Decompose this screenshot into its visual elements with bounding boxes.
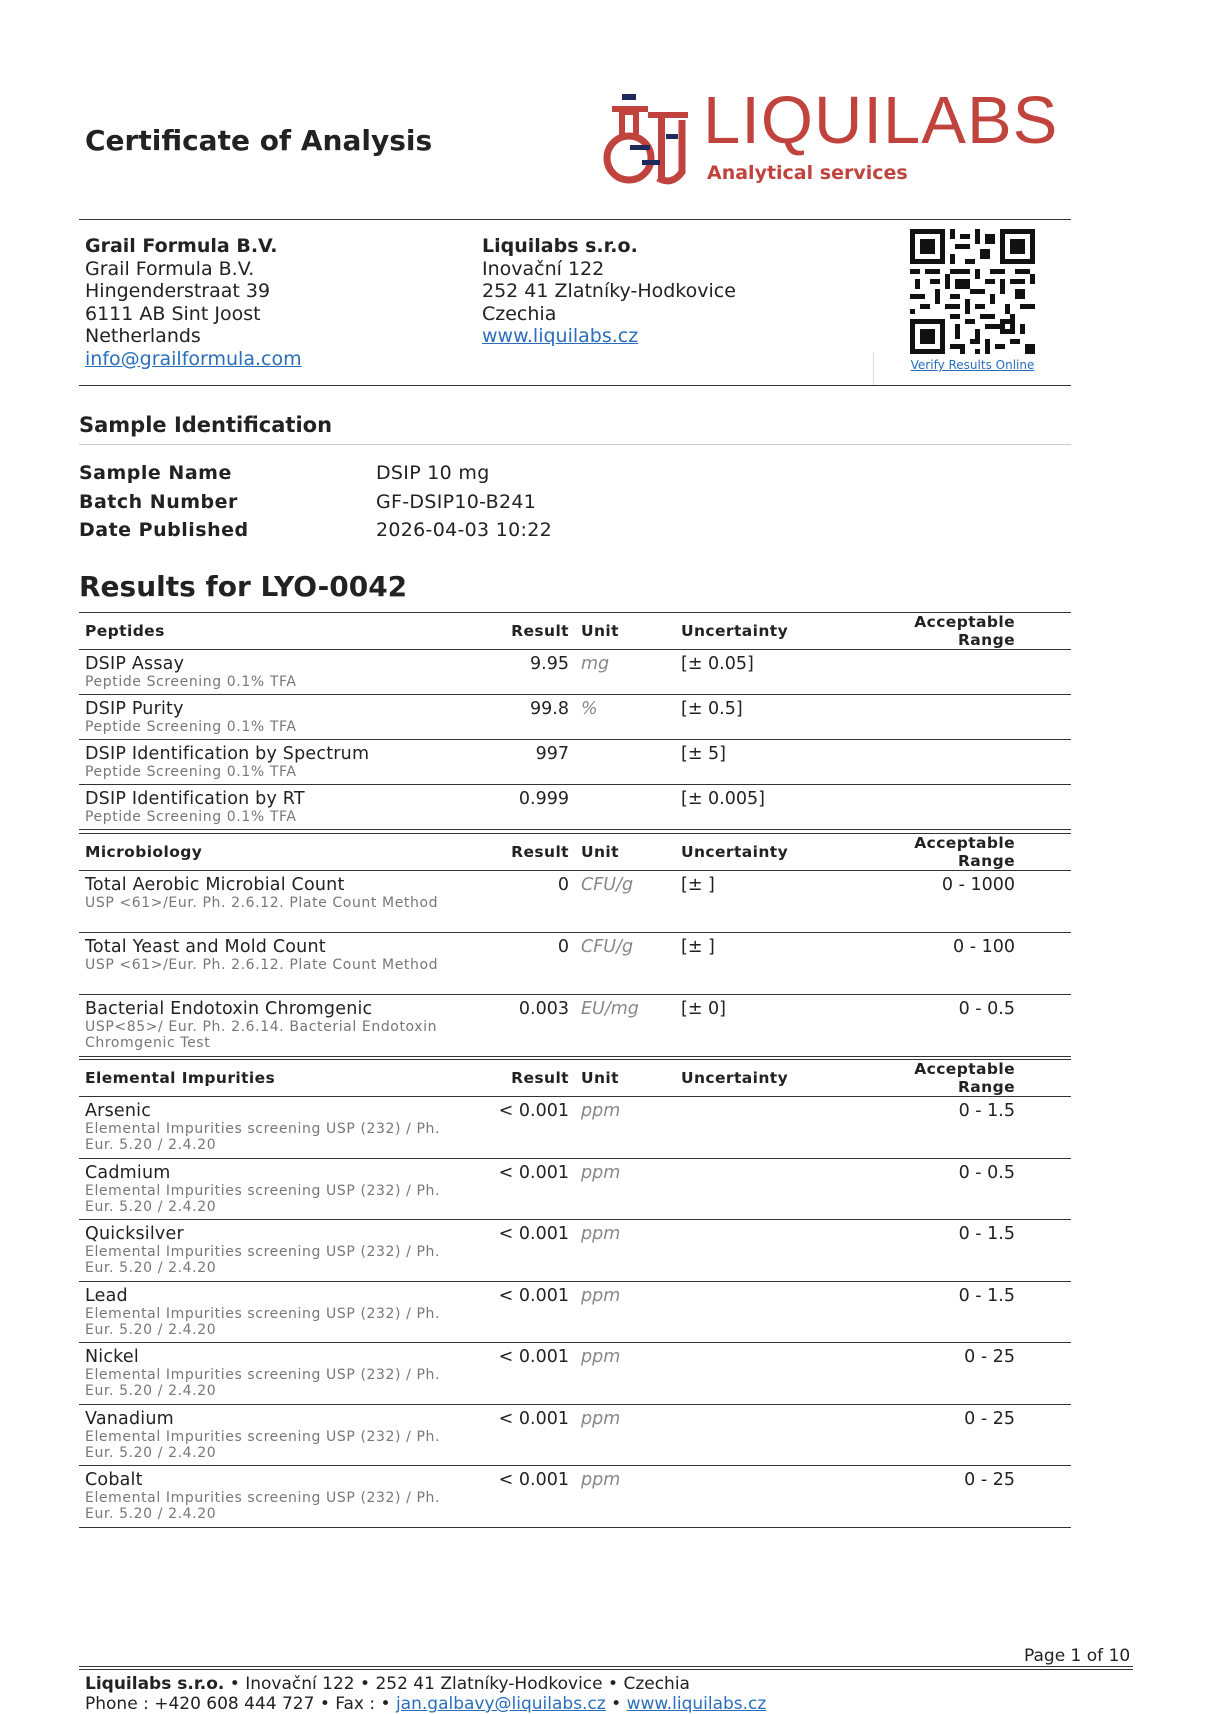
test-name: DSIP Assay (85, 654, 185, 674)
unit-value: EU/mg (581, 999, 639, 1019)
uncertainty-header: Uncertainty (675, 613, 860, 650)
uncertainty-value: [± 0.5] (681, 699, 743, 719)
unit-value: ppm (581, 1285, 621, 1306)
result-value: 997 (535, 744, 569, 764)
unit-value: % (581, 699, 598, 719)
id-value: GF-DSIP10-B241 (376, 490, 537, 513)
range-value: 0 - 1000 (941, 875, 1015, 895)
result-value: < 0.001 (498, 1101, 569, 1121)
test-method: USP <61>/Eur. Ph. 2.6.12. Plate Count Method (85, 957, 439, 973)
table-row (79, 1220, 1071, 1282)
test-name: Total Yeast and Mold Count (85, 937, 326, 957)
test-name: Nickel (85, 1347, 139, 1367)
test-method: Elemental Impurities screening USP (232) / Ph. Eur. 5.20 / 2.4.20 (85, 1121, 441, 1153)
table-row (79, 871, 1071, 933)
range-value: 0 - 1.5 (958, 1224, 1015, 1244)
peptides-table (79, 612, 1071, 830)
client-address (85, 235, 302, 370)
unit-value: ppm (581, 1101, 621, 1121)
table-row (79, 1343, 1071, 1405)
test-method: Elemental Impurities screening USP (232) / Ph. Eur. 5.20 / 2.4.20 (85, 1244, 441, 1276)
test-method: USP <61>/Eur. Ph. 2.6.12. Plate Count Method (85, 895, 439, 911)
lab-address (482, 235, 736, 348)
id-label: Batch Number (79, 490, 238, 513)
sample-name-row (79, 462, 552, 491)
elemental-impurities-table (79, 1059, 1071, 1528)
qr-separator (873, 352, 874, 385)
client-line: Hingenderstraat 39 (85, 280, 271, 302)
range-value: 0 - 25 (964, 1470, 1015, 1490)
result-value: 0 (557, 937, 569, 957)
range-header: Acceptable Range (860, 834, 1071, 871)
result-value: 9.95 (530, 654, 569, 674)
footer-divider (79, 1666, 1133, 1667)
result-header: Result (479, 1060, 575, 1097)
test-name: Quicksilver (85, 1224, 184, 1244)
certificate-title: Certificate of Analysis (85, 124, 433, 157)
unit-value: ppm (581, 1408, 621, 1429)
footer-website-link[interactable]: www.liquilabs.cz (626, 1694, 767, 1714)
test-method: Peptide Screening 0.1% TFA (85, 674, 297, 690)
footer-separator: • (605, 1694, 627, 1714)
table-row (79, 1466, 1071, 1528)
test-method: Elemental Impurities screening USP (232) / Ph. Eur. 5.20 / 2.4.20 (85, 1182, 441, 1215)
unit-value: ppm (581, 1224, 621, 1244)
unit-value: ppm (581, 1162, 621, 1183)
group-header: Elemental Impurities (79, 1060, 479, 1097)
test-method: Elemental Impurities screening USP (232) / Ph. Eur. 5.20 / 2.4.20 (85, 1305, 441, 1338)
unit-header: Unit (575, 613, 675, 650)
result-value: < 0.001 (498, 1470, 569, 1490)
client-line: Netherlands (85, 325, 201, 347)
uncertainty-value: [± 5] (681, 744, 727, 764)
client-email-link[interactable]: info@grailformula.com (85, 347, 302, 370)
range-value: 0 - 0.5 (958, 999, 1015, 1019)
date-published-row (79, 519, 552, 548)
id-value: DSIP 10 mg (376, 462, 490, 484)
results-title: Results for LYO-0042 (79, 570, 408, 603)
uncertainty-value: [± 0] (681, 999, 727, 1019)
table-row (79, 933, 1071, 995)
unit-value: ppm (581, 1347, 621, 1367)
result-value: 99.8 (530, 699, 569, 719)
test-name: Cobalt (85, 1470, 143, 1490)
footer-contact: Phone : +420 608 444 727 • Fax : • (85, 1694, 396, 1714)
range-header: Acceptable Range (860, 1060, 1071, 1097)
result-value: < 0.001 (498, 1285, 569, 1306)
uncertainty-header: Uncertainty (675, 1060, 860, 1097)
footer-company: Liquilabs s.r.o. (85, 1674, 225, 1694)
test-method: Peptide Screening 0.1% TFA (85, 809, 297, 825)
test-method: Elemental Impurities screening USP (232) / Ph. Eur. 5.20 / 2.4.20 (85, 1490, 441, 1522)
unit-value: mg (581, 654, 610, 674)
test-name: DSIP Identification by RT (85, 789, 305, 809)
range-value: 0 - 1.5 (958, 1285, 1015, 1306)
id-value: 2026-04-03 10:22 (376, 519, 553, 541)
footer-contact-line (85, 1694, 766, 1714)
test-name: Lead (85, 1285, 128, 1306)
range-value: 0 - 0.5 (958, 1162, 1015, 1183)
id-label: Date Published (79, 519, 249, 541)
test-name: Vanadium (85, 1408, 174, 1429)
table-row (79, 740, 1071, 785)
uncertainty-value: [± ] (681, 937, 715, 957)
test-name: Total Aerobic Microbial Count (85, 875, 345, 895)
flask-logo-icon (600, 90, 695, 190)
footer-address: • Inovační 122 • 252 41 Zlatníky-Hodkovice • Czechia (224, 1674, 690, 1694)
id-label: Sample Name (79, 462, 232, 484)
address-divider (79, 385, 1071, 386)
unit-header: Unit (575, 1060, 675, 1097)
logo-wordmark: LIQUILABS (703, 83, 1059, 158)
table-row (79, 650, 1071, 695)
test-method: Elemental Impurities screening USP (232) / Ph. Eur. 5.20 / 2.4.20 (85, 1428, 441, 1461)
test-method: Elemental Impurities screening USP (232) / Ph. Eur. 5.20 / 2.4.20 (85, 1367, 441, 1399)
client-line: Grail Formula B.V. (85, 257, 255, 280)
test-method: USP<85>/ Eur. Ph. 2.6.14. Bacterial Endotoxin Chromgenic Test (85, 1019, 438, 1051)
liquilabs-logo (600, 83, 1075, 190)
sample-section-title: Sample Identification (79, 413, 333, 437)
footer (85, 1674, 766, 1714)
lab-name: Liquilabs s.r.o. (482, 235, 638, 257)
unit-header: Unit (575, 834, 675, 871)
test-name: DSIP Purity (85, 699, 184, 719)
uncertainty-value: [± 0.05] (681, 654, 754, 674)
unit-value: ppm (581, 1470, 621, 1490)
footer-divider (79, 1669, 1133, 1670)
lab-line: Inovační 122 (482, 257, 605, 280)
group-header: Peptides (79, 613, 479, 650)
result-value: 0.999 (518, 789, 569, 809)
result-value: < 0.001 (498, 1224, 569, 1244)
page-number: Page 1 of 10 (1024, 1646, 1131, 1666)
test-method: Peptide Screening 0.1% TFA (85, 719, 297, 735)
microbiology-table (79, 833, 1071, 1057)
table-row (79, 1404, 1071, 1466)
uncertainty-value: [± ] (681, 875, 715, 895)
uncertainty-header: Uncertainty (675, 834, 860, 871)
unit-value: CFU/g (581, 875, 634, 895)
table-row (79, 785, 1071, 830)
result-header: Result (479, 613, 575, 650)
table-row (79, 1281, 1071, 1343)
qr-code-icon[interactable] (910, 229, 1035, 354)
table-row (79, 995, 1071, 1057)
table-row (79, 1097, 1071, 1159)
logo-subtitle: Analytical services (707, 162, 908, 184)
result-value: < 0.001 (498, 1408, 569, 1429)
footer-email-link[interactable]: jan.galbavy@liquilabs.cz (395, 1694, 606, 1714)
result-header: Result (479, 834, 575, 871)
batch-number-row (79, 491, 552, 520)
lab-line: 252 41 Zlatníky-Hodkovice (482, 280, 736, 302)
result-value: < 0.001 (498, 1162, 569, 1183)
test-name: DSIP Identification by Spectrum (85, 744, 370, 764)
range-value: 0 - 1.5 (958, 1101, 1015, 1121)
unit-value: CFU/g (581, 937, 634, 957)
header-divider (79, 219, 1071, 220)
table-row (79, 695, 1071, 740)
test-method: Peptide Screening 0.1% TFA (85, 764, 297, 780)
table-row (79, 1158, 1071, 1220)
test-name: Bacterial Endotoxin Chromgenic (85, 999, 373, 1019)
range-value: 0 - 25 (964, 1347, 1015, 1367)
test-name: Arsenic (85, 1101, 152, 1121)
range-header: Acceptable Range (860, 613, 1071, 650)
result-value: < 0.001 (498, 1347, 569, 1367)
footer-address-line (85, 1674, 766, 1694)
verify-results-link[interactable]: Verify Results Online (910, 358, 1035, 372)
test-name: Cadmium (85, 1162, 171, 1183)
sample-title-underline (79, 444, 1071, 445)
result-value: 0.003 (518, 999, 569, 1019)
lab-website-link[interactable]: www.liquilabs.cz (482, 325, 639, 347)
sample-identification (79, 462, 552, 548)
client-name: Grail Formula B.V. (85, 235, 278, 257)
group-header: Microbiology (79, 834, 479, 871)
range-value: 0 - 25 (964, 1408, 1015, 1429)
client-line: 6111 AB Sint Joost (85, 302, 261, 325)
lab-line: Czechia (482, 302, 557, 325)
range-value: 0 - 100 (953, 937, 1015, 957)
result-value: 0 (557, 875, 569, 895)
uncertainty-value: [± 0.005] (681, 789, 765, 809)
